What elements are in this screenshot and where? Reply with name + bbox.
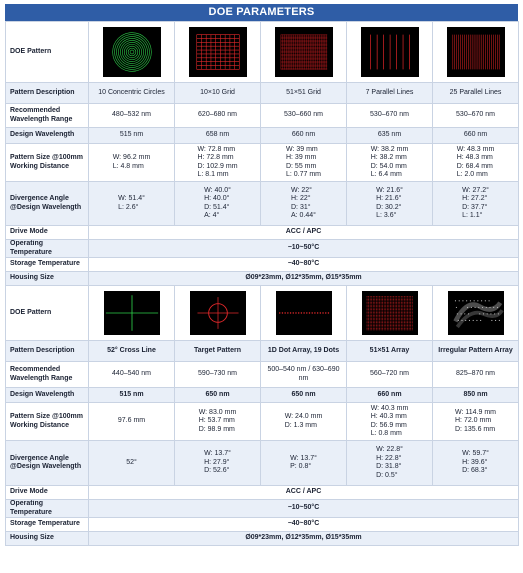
divergence-value: W: 22.8° xyxy=(376,446,403,453)
divergence-value: L: 1.1° xyxy=(462,212,483,219)
grid-51x51-pattern xyxy=(275,27,333,77)
divergence-value: D: 31° xyxy=(291,203,311,211)
row-label-housing-size: Housing Size xyxy=(6,532,89,546)
table-row xyxy=(6,388,519,403)
pattern-size-value: W: 39 mm xyxy=(285,145,318,153)
wavelength-range: 560–720 nm xyxy=(347,362,433,388)
pattern-thumbnail-cell xyxy=(175,286,261,341)
pattern-size-value: L: 4.8 mm xyxy=(112,162,144,170)
pattern-thumbnail-cell xyxy=(433,22,519,83)
row-label-storage-temperature: Storage Temperature xyxy=(6,518,89,532)
design-wavelength: 515 nm xyxy=(89,388,175,403)
pattern-description: 51×51 Grid xyxy=(261,83,347,104)
pattern-description: 7 Parallel Lines xyxy=(347,83,433,104)
wavelength-range: 825–870 nm xyxy=(433,362,519,388)
pattern-thumbnail-cell xyxy=(347,286,433,341)
row-label-pattern-size: Pattern Size @100mm Working Distance xyxy=(6,403,89,441)
design-wavelength: 650 nm xyxy=(261,388,347,403)
pattern-size-value: H: 40.3 mm xyxy=(370,413,407,420)
divergence-value: D: 30.2° xyxy=(376,203,402,211)
pattern-description: Irregular Pattern Array xyxy=(433,341,519,362)
pattern-size-value: W: 48.3 mm xyxy=(456,145,495,153)
design-wavelength: 660 nm xyxy=(347,388,433,403)
row-label-divergence: Divergence Angle @Design Wavelength xyxy=(6,182,89,226)
pattern-size-value: H: 39 mm xyxy=(285,154,317,161)
divergence-value: W: 21.6° xyxy=(376,186,403,194)
pattern-size-value: W: 72.8 mm xyxy=(197,145,236,153)
table-row xyxy=(6,403,519,441)
pattern-size xyxy=(89,403,175,441)
row-label-storage-temperature: Storage Temperature xyxy=(6,258,89,272)
pattern-size xyxy=(175,144,261,182)
divergence-value: P: 0.8° xyxy=(290,463,312,470)
divergence-value: W: 13.7° xyxy=(290,454,317,462)
drive-mode-value: ACC / APC xyxy=(89,486,519,500)
row-label-drive-mode: Drive Mode xyxy=(6,486,89,500)
divergence-value: D: 52.6° xyxy=(204,467,230,475)
pattern-size xyxy=(433,403,519,441)
divergence-angle xyxy=(261,182,347,226)
divergence-angle xyxy=(347,441,433,486)
divergence-value: L: 3.6° xyxy=(376,212,397,219)
pattern-size-value: W: 114.9 mm xyxy=(455,408,496,416)
pattern-size-value: D: 102.9 mm xyxy=(197,162,238,170)
wavelength-range: 480–532 nm xyxy=(89,104,175,128)
row-label-housing-size: Housing Size xyxy=(6,272,89,286)
table-row xyxy=(6,500,519,518)
table-row xyxy=(6,144,519,182)
pattern-thumbnail-cell xyxy=(261,22,347,83)
pattern-size-value: W: 96.2 mm xyxy=(112,154,151,161)
pattern-size-value: H: 48.3 mm xyxy=(456,154,493,161)
divergence-value: H: 22.8° xyxy=(376,454,402,462)
table-row xyxy=(6,341,519,362)
design-wavelength: 850 nm xyxy=(433,388,519,403)
wavelength-range: 500–540 nm / 630–690 nm xyxy=(261,362,347,388)
table-row xyxy=(6,518,519,532)
divergence-value: W: 59.7° xyxy=(462,450,489,458)
row-label-wavelength-range: Recommended Wavelength Range xyxy=(6,104,89,128)
divergence-value: H: 27.9° xyxy=(204,458,230,466)
pattern-size xyxy=(261,144,347,182)
pattern-size-value: W: 38.2 mm xyxy=(370,145,409,153)
pattern-size-value: L: 0.8 mm xyxy=(370,430,402,437)
divergence-value: D: 0.5° xyxy=(376,471,398,479)
row-label-design-wavelength: Design Wavelength xyxy=(6,388,89,403)
dot-array-pattern xyxy=(276,291,332,335)
pattern-size-value: L: 6.4 mm xyxy=(370,171,402,178)
irregular-array-pattern xyxy=(448,291,504,335)
pattern-description: 10×10 Grid xyxy=(175,83,261,104)
pattern-size-value: D: 135.6 mm xyxy=(455,425,496,433)
design-wavelength: 650 nm xyxy=(175,388,261,403)
table-row xyxy=(6,532,519,546)
pattern-thumbnail-cell xyxy=(89,22,175,83)
parallel-lines-25-pattern xyxy=(447,27,505,77)
pattern-size-value: W: 24.0 mm xyxy=(284,413,323,420)
divergence-value: D: 51.4° xyxy=(204,203,230,211)
parallel-lines-7-pattern xyxy=(361,27,419,77)
pattern-size xyxy=(347,403,433,441)
divergence-value: W: 13.7° xyxy=(204,450,231,458)
row-label-operating-temperature: Operating Temperature xyxy=(6,240,89,258)
row-label-drive-mode: Drive Mode xyxy=(6,226,89,240)
divergence-angle xyxy=(347,182,433,226)
pattern-size-value: D: 54.0 mm xyxy=(370,162,407,170)
concentric-circles-pattern xyxy=(103,27,161,77)
pattern-size xyxy=(175,403,261,441)
pattern-description: 1D Dot Array, 19 Dots xyxy=(261,341,347,362)
pattern-size xyxy=(347,144,433,182)
wavelength-range: 530–660 nm xyxy=(261,104,347,128)
divergence-angle xyxy=(433,182,519,226)
divergence-value: A: 0.44° xyxy=(291,212,316,219)
design-wavelength: 658 nm xyxy=(175,128,261,144)
pattern-size-value: D: 55 mm xyxy=(285,162,317,170)
wavelength-range: 530–670 nm xyxy=(433,104,519,128)
pattern-description: 10 Concentric Circles xyxy=(89,83,175,104)
table-row xyxy=(6,240,519,258)
divergence-value: W: 22° xyxy=(291,186,312,194)
pattern-thumbnail-cell xyxy=(175,22,261,83)
pattern-size-value: D: 56.9 mm xyxy=(370,421,407,429)
pattern-size-value: H: 38.2 mm xyxy=(370,154,407,161)
pattern-size-value: 97.6 mm xyxy=(117,417,146,425)
row-label-description: Pattern Description xyxy=(6,341,89,362)
doe-table xyxy=(5,21,519,546)
pattern-thumbnail-cell xyxy=(347,22,433,83)
divergence-angle xyxy=(261,441,347,486)
divergence-value: H: 27.2° xyxy=(462,195,488,202)
divergence-value: H: 21.6° xyxy=(376,195,402,202)
table-row xyxy=(6,441,519,486)
pattern-size xyxy=(433,144,519,182)
storage-temperature-value: −40~80°C xyxy=(89,518,519,532)
divergence-angle xyxy=(433,441,519,486)
row-label-description: Pattern Description xyxy=(6,83,89,104)
pattern-size xyxy=(261,403,347,441)
divergence-value: H: 39.6° xyxy=(462,458,488,466)
pattern-thumbnail-cell xyxy=(89,286,175,341)
housing-size-value: Ø09*23mm, Ø12*35mm, Ø15*35mm xyxy=(89,532,519,546)
pattern-description: Target Pattern xyxy=(175,341,261,362)
storage-temperature-value: −40~80°C xyxy=(89,258,519,272)
divergence-value: H: 40.0° xyxy=(204,195,230,202)
table-row xyxy=(6,83,519,104)
row-label-design-wavelength: Design Wavelength xyxy=(6,128,89,144)
table-row xyxy=(6,22,519,83)
pattern-size-value: H: 72.0 mm xyxy=(455,417,492,425)
table-row xyxy=(6,272,519,286)
housing-size-value: Ø09*23mm, Ø12*35mm, Ø15*35mm xyxy=(89,272,519,286)
divergence-value: W: 27.2° xyxy=(462,186,489,194)
design-wavelength: 635 nm xyxy=(347,128,433,144)
pattern-size-value: W: 40.3 mm xyxy=(370,404,409,412)
table-row xyxy=(6,128,519,144)
pattern-description: 25 Parallel Lines xyxy=(433,83,519,104)
document-title: DOE PARAMETERS xyxy=(5,4,518,21)
wavelength-range: 620–680 nm xyxy=(175,104,261,128)
divergence-angle xyxy=(89,182,175,226)
wavelength-range: 590–730 nm xyxy=(175,362,261,388)
row-label-wavelength-range: Recommended Wavelength Range xyxy=(6,362,89,388)
pattern-size-value: D: 68.4 mm xyxy=(456,162,493,170)
design-wavelength: 515 nm xyxy=(89,128,175,144)
table-row xyxy=(6,104,519,128)
drive-mode-value: ACC / APC xyxy=(89,226,519,240)
table-row xyxy=(6,362,519,388)
operating-temperature-value: −10~50°C xyxy=(89,500,519,518)
pattern-description: 51×51 Array xyxy=(347,341,433,362)
design-wavelength: 660 nm xyxy=(433,128,519,144)
divergence-angle xyxy=(175,182,261,226)
operating-temperature-value: −10~50°C xyxy=(89,240,519,258)
pattern-thumbnail-cell xyxy=(261,286,347,341)
row-label-pattern: DOE Pattern xyxy=(6,286,89,341)
row-label-pattern: DOE Pattern xyxy=(6,22,89,83)
design-wavelength: 660 nm xyxy=(261,128,347,144)
divergence-value: D: 31.8° xyxy=(376,463,402,470)
row-label-operating-temperature: Operating Temperature xyxy=(6,500,89,518)
wavelength-range: 530–670 nm xyxy=(347,104,433,128)
divergence-value: D: 37.7° xyxy=(462,203,488,211)
pattern-size-value: L: 0.77 mm xyxy=(285,171,321,178)
table-row xyxy=(6,258,519,272)
row-label-divergence: Divergence Angle @Design Wavelength xyxy=(6,441,89,486)
array-51x51-pattern xyxy=(362,291,418,335)
divergence-value: L: 2.6° xyxy=(118,203,139,211)
divergence-value: D: 68.3° xyxy=(462,467,488,475)
table-row xyxy=(6,486,519,500)
cross-line-pattern xyxy=(104,291,160,335)
pattern-size-value: D: 1.3 mm xyxy=(284,421,317,429)
divergence-value: 52° xyxy=(126,458,137,466)
pattern-size-value: H: 72.8 mm xyxy=(197,154,234,161)
pattern-size-value: D: 98.9 mm xyxy=(198,425,235,433)
pattern-size-value: W: 83.0 mm xyxy=(198,408,237,416)
divergence-value: W: 40.0° xyxy=(204,186,231,194)
row-label-pattern-size: Pattern Size @100mm Working Distance xyxy=(6,144,89,182)
divergence-angle xyxy=(175,441,261,486)
divergence-angle xyxy=(89,441,175,486)
wavelength-range: 440–540 nm xyxy=(89,362,175,388)
table-row xyxy=(6,286,519,341)
pattern-size-value: L: 8.1 mm xyxy=(197,171,229,178)
pattern-description: 52° Cross Line xyxy=(89,341,175,362)
pattern-thumbnail-cell xyxy=(433,286,519,341)
divergence-value: H: 22° xyxy=(291,195,311,202)
table-row xyxy=(6,182,519,226)
pattern-size-value: L: 2.0 mm xyxy=(456,171,488,178)
grid-10x10-pattern xyxy=(189,27,247,77)
table-row xyxy=(6,226,519,240)
divergence-value: W: 51.4° xyxy=(118,195,145,202)
target-pattern xyxy=(190,291,246,335)
divergence-value: A: 4° xyxy=(204,212,220,219)
pattern-size-value: H: 53.7 mm xyxy=(198,417,235,425)
pattern-size xyxy=(89,144,175,182)
